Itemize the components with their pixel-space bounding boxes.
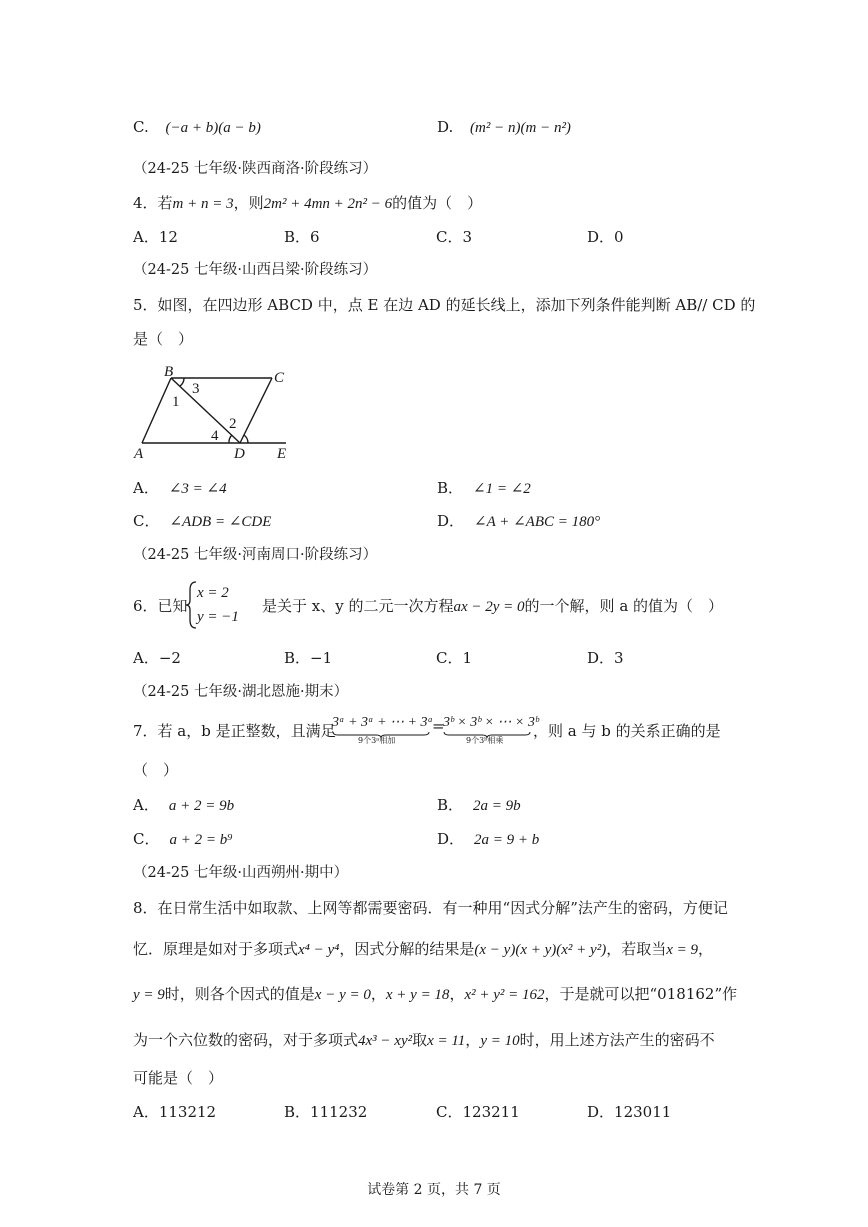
- q4-option-label: D．: [587, 228, 615, 246]
- q7-sum-note: 9个3ᵃ相加: [358, 736, 396, 745]
- q8-line3-post: ，于是就可以把“018162”作: [544, 985, 738, 1003]
- q6-option-d: [587, 648, 624, 668]
- q7-equals: =: [432, 717, 445, 735]
- q8-line2-expr3: x = 9: [666, 942, 698, 958]
- q7-sum-expr: 3ᵃ + 3ᵃ + ⋯ + 3ᵃ: [332, 715, 434, 730]
- q4-option-c: [436, 227, 472, 247]
- q8-option-label: A．: [133, 1103, 159, 1121]
- q8-option-b: [284, 1102, 367, 1122]
- q4-stem-post: 的值为（ ）: [392, 194, 483, 212]
- q8-line2-end: ，: [697, 940, 713, 958]
- q6-stem-mid: 是关于 x、y 的二元一次方程: [262, 597, 454, 615]
- q3-option-d-label: D.: [437, 118, 454, 136]
- q4-option-value: 6: [310, 228, 320, 246]
- q5-option-c: [133, 511, 271, 532]
- q7-option-a: [133, 795, 234, 816]
- segment-cd: [240, 378, 272, 443]
- q7-option-value: 2a = 9b: [473, 798, 521, 814]
- q8-option-value: 111232: [310, 1103, 368, 1121]
- q7-option-d: [437, 829, 539, 850]
- q8-line2-mid: ，因式分解的结果是: [339, 940, 475, 958]
- segment-ab: [142, 378, 171, 443]
- q8-option-label: D．: [587, 1103, 615, 1121]
- q8-source: （24-25 七年级·山西朔州·期中）: [133, 865, 349, 881]
- q5-option-label: D．: [437, 512, 465, 530]
- q4-option-label: B．: [284, 228, 311, 246]
- q8-option-d: [587, 1102, 671, 1122]
- q6-source: （24-25 七年级·河南周口·阶段练习）: [133, 547, 378, 563]
- q7-option-label: B．: [437, 796, 464, 814]
- q3-option-d: [437, 117, 571, 138]
- q5-stem-line1: 5．如图，在四边形 ABCD 中，点 E 在边 AD 的延长线上，添加下列条件能判断 AB// CD 的: [133, 296, 756, 314]
- q5-option-value: ∠1 = ∠2: [473, 481, 531, 497]
- q6-option-label: A．: [133, 649, 159, 667]
- q6-stem-pre: 6．已知: [133, 597, 188, 615]
- q4-option-a: [133, 227, 178, 247]
- q7-prod-expr: 3ᵇ × 3ᵇ × ⋯ × 3ᵇ: [443, 715, 539, 730]
- q8-line3-expr3: x + y = 18: [385, 987, 450, 1003]
- q8-line3: [133, 984, 737, 1005]
- q8-option-value: 123011: [614, 1103, 672, 1121]
- q6-option-label: D．: [587, 649, 615, 667]
- q6-stem-rest: [262, 596, 723, 617]
- q6-option-value: −1: [310, 649, 333, 667]
- q4-option-value: 3: [462, 228, 473, 246]
- q3-option-c: [133, 117, 261, 138]
- q7-stem-pre: 7．若 a，b 是正整数，且满足: [133, 722, 336, 740]
- q4-source: （24-25 七年级·陕西商洛·阶段练习）: [133, 161, 378, 177]
- q6-stem-post: 的一个解，则 a 的值为（ ）: [524, 597, 724, 615]
- q5-option-value: ∠A + ∠ABC = 180°: [474, 514, 601, 530]
- segment-bd: [171, 378, 240, 443]
- q7-stem-post: ，则 a 与 b 的关系正确的是: [533, 722, 721, 740]
- q7-option-label: A．: [133, 796, 159, 814]
- q8-line4: [133, 1030, 715, 1051]
- q5-option-value: ∠3 = ∠4: [168, 481, 227, 497]
- q8-line3-expr2: x − y = 0: [314, 987, 371, 1003]
- q4-option-label: A．: [133, 228, 159, 246]
- q8-line3-expr4: x² + y² = 162: [464, 987, 545, 1003]
- q5-option-value: ∠ADB = ∠CDE: [169, 514, 272, 530]
- q8-line1: 8．在日常生活中如取款、上网等都需要密码．有一种用“因式分解”法产生的密码，方便记: [133, 899, 728, 917]
- q7-option-label: C．: [133, 830, 160, 848]
- q8-line3-sep2: ，: [449, 985, 465, 1003]
- q3-option-d-expr: (m² − n)(m − n²): [470, 120, 571, 136]
- q6-option-value: 3: [614, 649, 624, 667]
- q8-option-label: B．: [284, 1103, 311, 1121]
- label-angle-3: 3: [192, 381, 200, 397]
- q6-option-b: [284, 648, 332, 668]
- page-footer: 试卷第 2 页，共 7 页: [367, 1182, 501, 1198]
- q4-stem-expr: 2m² + 4mn + 2n² − 6: [263, 196, 393, 212]
- q8-line5: 可能是（ ）: [133, 1069, 224, 1087]
- q4-stem-pre: 4．若: [133, 194, 173, 212]
- q5-option-a: [133, 478, 227, 499]
- angle-2-arc: [244, 435, 248, 443]
- q7-option-value: a + 2 = b⁹: [169, 832, 233, 848]
- q4-option-d: [587, 227, 624, 247]
- q7-option-label: D．: [437, 830, 465, 848]
- q7-option-c: [133, 829, 232, 850]
- label-e: E: [277, 446, 287, 462]
- q5-option-d: [437, 511, 600, 532]
- q8-line4-expr2: x = 11: [427, 1033, 466, 1049]
- q8-line2-expr2: (x − y)(x + y)(x² + y²): [474, 942, 607, 958]
- label-angle-1: 1: [172, 394, 180, 410]
- angle-4-arc: [229, 435, 232, 443]
- q8-line4-pre: 为一个六位数的密码，对于多项式: [133, 1031, 359, 1049]
- q6-option-label: B．: [284, 649, 311, 667]
- q5-option-label: B．: [437, 479, 464, 497]
- q5-stem-line2: 是（ ）: [133, 330, 194, 348]
- q6-system-eq2: y = −1: [197, 609, 239, 625]
- q6-option-a: [133, 648, 181, 668]
- q5-option-label: C．: [133, 512, 160, 530]
- q8-option-c: [436, 1102, 520, 1122]
- q8-option-a: [133, 1102, 216, 1122]
- q6-option-value: −2: [158, 649, 181, 667]
- q7-option-b: [437, 795, 521, 816]
- q8-option-value: 113212: [158, 1103, 217, 1121]
- q6-option-value: 1: [462, 649, 473, 667]
- q3-option-c-expr: (−a + b)(a − b): [165, 120, 261, 136]
- q8-line4-expr1: 4x³ − xy²: [358, 1033, 413, 1049]
- q7-option-value: 2a = 9 + b: [474, 832, 540, 848]
- q4-option-b: [284, 227, 320, 247]
- q8-line3-mid1: 时，则各个因式的值是: [164, 985, 315, 1003]
- q8-line4-post: 时，用上述方法产生的密码不: [519, 1031, 715, 1049]
- q6-option-label: C．: [436, 649, 463, 667]
- label-a: A: [134, 446, 144, 462]
- q6-system-eq1: x = 2: [197, 585, 229, 601]
- label-angle-4: 4: [211, 428, 219, 444]
- q4-stem-mid: ，则: [233, 194, 264, 212]
- label-b: B: [164, 364, 174, 380]
- q5-option-b: [437, 478, 531, 499]
- q4-stem-cond: m + n = 3: [172, 196, 234, 212]
- q8-line3-sep1: ，: [370, 985, 386, 1003]
- q7-source: （24-25 七年级·湖北恩施·期末）: [133, 684, 349, 700]
- q5-geometry-figure: [128, 360, 298, 465]
- q8-line3-expr1: y = 9: [133, 987, 165, 1003]
- q8-line2-expr1: x⁴ − y⁴: [298, 942, 340, 958]
- q8-line4-sep: ，: [465, 1031, 481, 1049]
- q3-option-c-label: C.: [133, 118, 149, 136]
- label-c: C: [274, 370, 285, 386]
- q6-option-c: [436, 648, 472, 668]
- q8-line4-mid: 取: [412, 1031, 428, 1049]
- q7-option-value: a + 2 = 9b: [168, 798, 235, 814]
- q8-option-label: C．: [436, 1103, 463, 1121]
- q5-source: （24-25 七年级·山西吕梁·阶段练习）: [133, 262, 378, 278]
- q7-stem-line2: （ ）: [133, 761, 179, 779]
- q8-line2: [133, 939, 713, 960]
- q5-option-label: A．: [133, 479, 159, 497]
- q4-option-value: 12: [158, 228, 178, 246]
- q7-prod-note: 9个3ᵇ相乘: [466, 736, 504, 745]
- angle-3-arc: [180, 378, 184, 386]
- q8-option-value: 123211: [462, 1103, 520, 1121]
- label-d: D: [234, 446, 245, 462]
- q8-line4-expr3: y = 10: [480, 1033, 520, 1049]
- q8-line2-post: ，若取当: [606, 940, 667, 958]
- q4-stem: [133, 193, 482, 214]
- q8-line2-pre: 忆．原理是如对于多项式: [133, 940, 299, 958]
- q4-option-label: C．: [436, 228, 463, 246]
- q6-stem-eq: ax − 2y = 0: [453, 599, 525, 615]
- q4-option-value: 0: [614, 228, 624, 246]
- label-angle-2: 2: [229, 416, 237, 432]
